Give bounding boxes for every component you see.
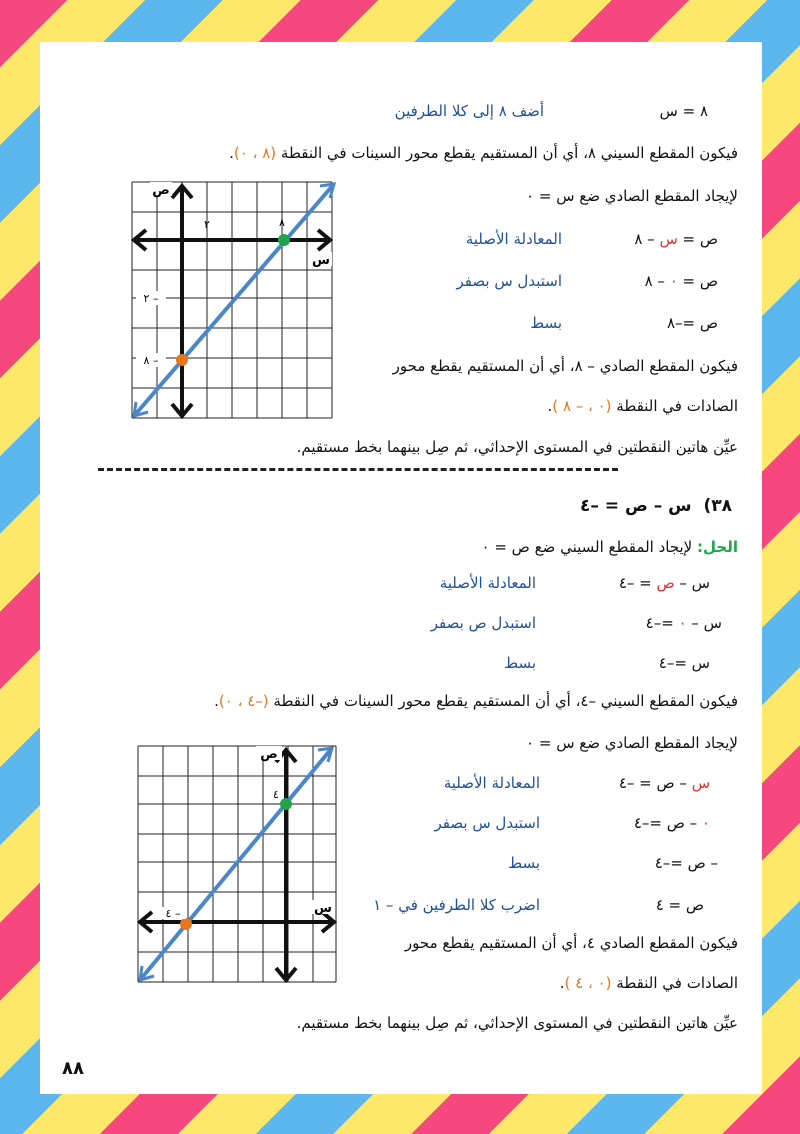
q38-row-2: س – ٠ =–٤ [645,614,722,632]
point-label: (–٤ ، ٠) [218,692,269,710]
q38-row2-3: – ص =–٤ [654,854,718,872]
tick-label: ٨ [279,216,285,229]
q38-row2-4: ص = ٤ [655,896,704,914]
y-axis-label: ص [260,747,278,762]
coordinate-graph-1 [130,180,340,426]
q38-row2-2: ٠ – ص =–٤ [633,814,710,832]
y-intercept-title: لإيجاد المقطع الصادي ضع س = ٠ [526,187,738,205]
x-intercept-point [180,918,192,930]
question-38 [580,496,732,516]
q38-note-3: بسط [504,654,536,672]
question-equation: س – ص = –٤ [579,496,692,516]
q38-note2-3: بسط [508,854,540,872]
work-row-1: ص = س – ٨ [634,230,718,248]
q38-row-1: س – ص = –٤ [618,574,710,592]
x-axis-label: س [312,253,330,268]
coordinate-graph-2 [136,744,340,988]
page-number: ٨٨ [62,1058,84,1079]
y-axis-label: ص [152,183,170,198]
point-label: (٠ ، ٤ ) [564,974,612,992]
tick-label: ٤ – [165,907,181,920]
q38-note2-4: اضرب كلا الطرفين في – ١ [373,896,540,914]
work-row-3: ص =–٨ [666,314,718,332]
tick-label: ٢ [204,218,210,231]
work-note-1: المعادلة الأصلية [465,230,562,248]
y-intercept-point [280,798,292,810]
equation-line [660,102,708,120]
q38-note-1: المعادلة الأصلية [439,574,536,592]
q38-x-conclusion: فيكون المقطع السيني –٤، أي أن المستقيم يقطع محور السينات في النقطة (–٤ ، ٠). [214,692,738,710]
graph-line [140,748,332,980]
q38-y-conclusion-1: فيكون المقطع الصادي ٤، أي أن المستقيم يقطع محور [404,934,738,952]
point-label: (٨ ، ٠) [233,144,277,162]
work-note-2: استبدل س بصفر [456,272,562,290]
q38-note2-1: المعادلة الأصلية [443,774,540,792]
step-note: أضف ٨ إلى كلا الطرفين [394,102,544,120]
solution-line: الحل: لإيجاد المقطع السيني ضع ص = ٠ [481,538,738,556]
q38-row2-1: س – ص = –٤ [618,774,710,792]
work-row-2: ص = ٠ – ٨ [644,272,718,290]
y-intercept-conclusion-2: الصادات في النقطة (٠ ، – ٨ ). [547,397,738,415]
section-divider [98,468,618,471]
q38-plot-instruction: عيِّن هاتين النقطتين في المستوى الإحداثي، ثم صِل بينهما بخط مستقيم. [296,1014,738,1032]
plot-instruction: عيِّن هاتين النقطتين في المستوى الإحداثي، ثم صِل بينهما بخط مستقيم. [296,438,738,456]
q38-y-int-title: لإيجاد المقطع الصادي ضع س = ٠ [526,734,738,752]
x-intercept-point [278,234,290,246]
tick-label: ٨ – [143,354,159,367]
solution-label: الحل: [697,538,738,556]
q38-row-3: س =–٤ [658,654,710,672]
equation: ٨ = س [659,102,708,120]
x-axis-label: س [314,901,332,916]
q38-y-conclusion-2: الصادات في النقطة (٠ ، ٤ ). [559,974,738,992]
point-label: (٠ ، – ٨ ) [552,397,612,415]
tick-label: ٢ – [143,292,159,305]
q38-note2-2: استبدل س بصفر [434,814,540,832]
work-note-3: بسط [530,314,562,332]
y-intercept-point [176,354,188,366]
tick-label: ٤ [273,788,279,801]
y-intercept-conclusion-1: فيكون المقطع الصادي – ٨، أي أن المستقيم يقطع محور [392,357,738,375]
question-number: ٣٨) [703,496,732,516]
x-intercept-conclusion: فيكون المقطع السيني ٨، أي أن المستقيم يقطع محور السينات في النقطة (٨ ، ٠). [229,144,738,162]
page-sheet [40,42,762,1094]
q38-note-2: استبدل ص بصفر [430,614,536,632]
